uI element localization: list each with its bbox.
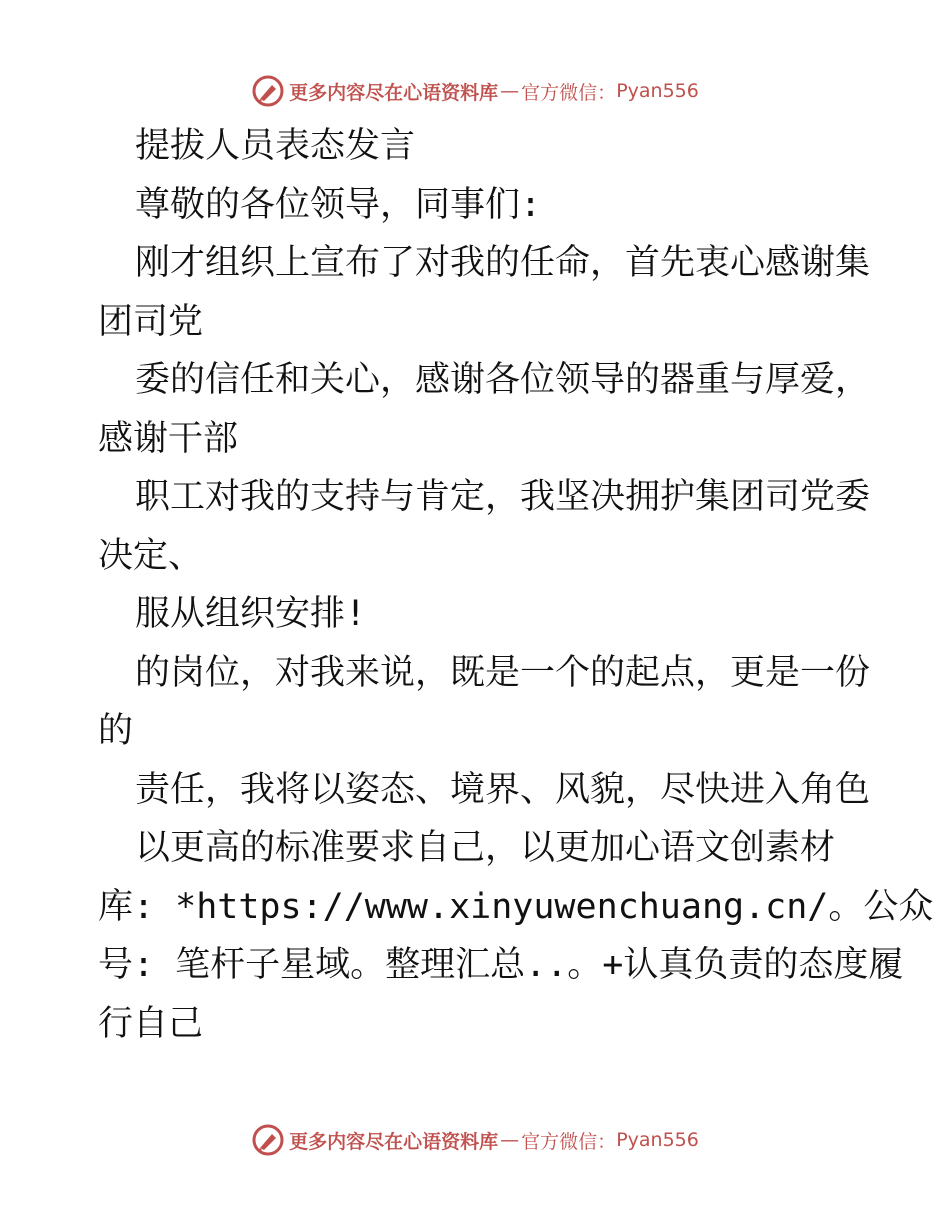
text-line: 的 [98,711,134,751]
text-line: 库: *https://www.xinyuwenchuang.cn/。公众 [98,886,934,927]
watermark-label: 官方微信： [521,81,617,104]
document-body [98,117,934,1053]
text-line: 号: 笔杆子星域。整理汇总..。+认真负责的态度履 [98,945,904,985]
watermark-id: Pyan556 [616,1129,699,1151]
watermark-main-text: 更多内容尽在心语资料库 [289,1130,499,1153]
text-line: 刚才组织上宣布了对我的任命，首先衷心感谢集 [135,243,871,283]
watermark-footer [0,1120,950,1160]
watermark-label: 官方微信： [521,1130,617,1153]
text-line: 委的信任和关心，感谢各位领导的器重与厚爱， [135,360,871,400]
text-line: 行自己 [98,1003,204,1044]
watermark-header [0,71,950,111]
watermark-dash: — [500,80,520,102]
text-line: 提拔人员表态发言 [135,126,416,166]
text-line: 的岗位，对我来说，既是一个的起点，更是一份 [135,652,871,693]
text-line: 尊敬的各位领导，同事们: [135,184,542,225]
text-line: 团司党 [98,301,204,342]
text-line: 责任，我将以姿态、境界、风貌，尽快进入角色 [135,769,871,810]
text-line: 感谢干部 [98,418,239,459]
watermark-main-text: 更多内容尽在心语资料库 [289,81,499,104]
watermark-dash: — [500,1129,520,1151]
text-line: 服从组织安排! [135,594,367,634]
pen-logo-icon [251,74,285,108]
text-line: 以更高的标准要求自己，以更加心语文创素材 [135,828,836,868]
text-line: 职工对我的支持与肯定，我坚决拥护集团司党委 [135,477,871,517]
text-line: 决定、 [98,535,204,576]
pen-logo-icon [251,1123,285,1157]
watermark-id: Pyan556 [616,80,699,102]
